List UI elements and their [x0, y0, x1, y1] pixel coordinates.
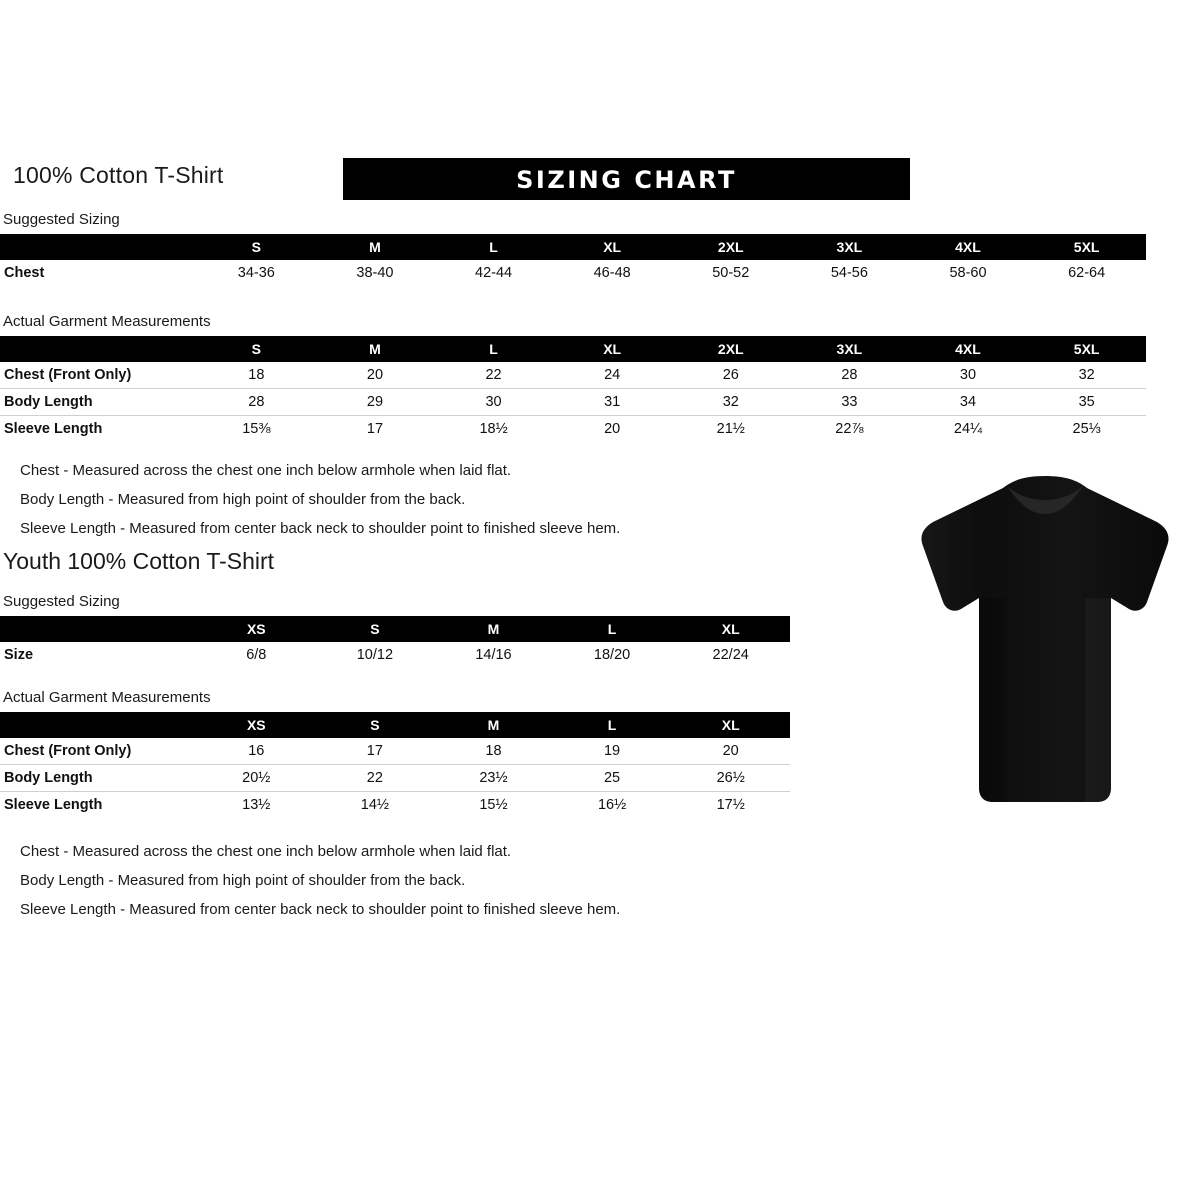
adult-note-body-length: Body Length - Measured from high point of shoulder from the back.	[20, 491, 466, 508]
table-row	[0, 260, 1146, 286]
cell: 22/24	[712, 647, 749, 663]
row-label: Chest	[4, 265, 45, 281]
cell: 31	[553, 389, 672, 416]
row-label: Chest (Front Only)	[0, 738, 197, 765]
row-label: Size	[4, 647, 34, 663]
column-header: XS	[197, 616, 316, 642]
youth-note-chest: Chest - Measured across the chest one inch below armhole when laid flat.	[20, 843, 512, 860]
cell: 62-64	[1068, 265, 1106, 281]
cell: 22	[316, 765, 435, 792]
adult-suggested-sizing-label: Suggested Sizing	[3, 211, 120, 228]
cell: 42-44	[475, 265, 513, 281]
table-row	[0, 792, 790, 819]
column-header	[0, 336, 197, 362]
table-row	[0, 416, 1146, 443]
page-title: 100% Cotton T-Shirt	[13, 162, 224, 188]
cell: 16½	[597, 797, 627, 813]
column-header: XL	[553, 234, 672, 260]
t-shirt-shape	[921, 476, 1168, 802]
table-row	[0, 389, 1146, 416]
column-header: L	[434, 336, 553, 362]
table-row	[0, 362, 1146, 389]
cell: 15⅜	[242, 421, 271, 437]
cell: 14½	[360, 797, 389, 813]
cell: 58-60	[949, 265, 987, 281]
cell: 14/16	[475, 647, 512, 663]
adult-suggested-sizing-table	[0, 234, 1146, 286]
cell: 46-48	[593, 265, 631, 281]
cell: 54-56	[830, 265, 868, 281]
column-header: XS	[197, 712, 316, 738]
cell: 30	[909, 362, 1028, 389]
column-header: L	[553, 616, 672, 642]
column-header: 3XL	[790, 234, 909, 260]
cell: 20	[316, 362, 435, 389]
youth-suggested-sizing-label: Suggested Sizing	[3, 593, 120, 610]
cell: 20	[604, 421, 621, 437]
adult-actual-measurements-label: Actual Garment Measurements	[3, 313, 211, 330]
column-header: S	[197, 234, 316, 260]
youth-actual-measurements-table	[0, 712, 790, 818]
cell: 16	[197, 738, 316, 765]
cell: 25⅓	[1072, 421, 1101, 437]
cell: 18	[197, 362, 316, 389]
table-row	[0, 738, 790, 765]
column-header: XL	[671, 712, 790, 738]
cell: 18	[434, 738, 553, 765]
cell: 24	[553, 362, 672, 389]
column-header: XL	[671, 616, 790, 642]
cell: 50-52	[712, 265, 750, 281]
cell: 24¼	[953, 421, 983, 437]
cell: 20½	[197, 765, 316, 792]
row-label: Chest (Front Only)	[0, 362, 197, 389]
table-header-row	[0, 616, 790, 642]
cell: 19	[553, 738, 672, 765]
youth-note-body-length: Body Length - Measured from high point of shoulder from the back.	[20, 872, 466, 889]
column-header: 5XL	[1027, 234, 1146, 260]
column-header: XL	[553, 336, 672, 362]
column-header: S	[316, 712, 435, 738]
column-header: 3XL	[790, 336, 909, 362]
cell: 17½	[716, 797, 745, 813]
table-header-row	[0, 336, 1146, 362]
cell: 25	[553, 765, 672, 792]
table-row	[0, 765, 790, 792]
cell: 32	[1027, 362, 1146, 389]
youth-section-title: Youth 100% Cotton T-Shirt	[3, 548, 275, 574]
t-shirt-illustration	[895, 470, 1195, 820]
cell: 10/12	[356, 647, 394, 663]
cell: 6/8	[246, 647, 267, 663]
cell: 34-36	[237, 265, 275, 281]
cell: 22⅞	[835, 421, 864, 437]
column-header: L	[434, 234, 553, 260]
adult-note-sleeve-length: Sleeve Length - Measured from center back neck to shoulder point to finished sleeve hem.	[20, 520, 621, 537]
column-header	[0, 712, 197, 738]
column-header: 4XL	[909, 336, 1028, 362]
column-header: L	[553, 712, 672, 738]
youth-suggested-sizing-table	[0, 616, 790, 668]
column-header	[0, 234, 197, 260]
cell: 13½	[242, 797, 271, 813]
cell: 34	[909, 389, 1028, 416]
adult-note-chest: Chest - Measured across the chest one inch below armhole when laid flat.	[20, 462, 512, 479]
chart-header	[10, 158, 1190, 202]
row-label: Body Length	[0, 389, 197, 416]
column-header: M	[434, 712, 553, 738]
cell: 33	[790, 389, 909, 416]
row-label: Sleeve Length	[4, 797, 103, 813]
column-header	[0, 616, 197, 642]
cell: 35	[1027, 389, 1146, 416]
cell: 28	[197, 389, 316, 416]
cell: 17	[316, 738, 435, 765]
youth-note-sleeve-length: Sleeve Length - Measured from center back neck to shoulder point to finished sleeve hem.	[20, 901, 621, 918]
sizing-chart-banner-label: SIZING CHART	[516, 166, 737, 194]
table-header-row	[0, 234, 1146, 260]
cell: 15½	[479, 797, 508, 813]
cell: 20	[671, 738, 790, 765]
cell: 17	[366, 421, 384, 437]
cell: 18/20	[593, 647, 631, 663]
column-header: M	[434, 616, 553, 642]
column-header: 5XL	[1027, 336, 1146, 362]
cell: 28	[790, 362, 909, 389]
row-label: Body Length	[0, 765, 197, 792]
cell: 30	[434, 389, 553, 416]
row-label: Sleeve Length	[4, 421, 103, 437]
column-header: 2XL	[671, 234, 790, 260]
youth-actual-measurements-label: Actual Garment Measurements	[3, 689, 211, 706]
cell: 26½	[671, 765, 790, 792]
sizing-chart-banner	[343, 158, 910, 200]
table-header-row	[0, 712, 790, 738]
cell: 18½	[479, 421, 508, 437]
cell: 22	[434, 362, 553, 389]
column-header: M	[316, 336, 435, 362]
column-header: S	[197, 336, 316, 362]
cell: 32	[671, 389, 790, 416]
cell: 23½	[434, 765, 553, 792]
cell: 38-40	[356, 265, 394, 281]
table-row	[0, 642, 790, 668]
column-header: 4XL	[909, 234, 1028, 260]
cell: 29	[316, 389, 435, 416]
column-header: M	[316, 234, 435, 260]
column-header: 2XL	[671, 336, 790, 362]
column-header: S	[316, 616, 435, 642]
adult-actual-measurements-table	[0, 336, 1146, 442]
cell: 26	[671, 362, 790, 389]
cell: 21½	[716, 421, 745, 437]
